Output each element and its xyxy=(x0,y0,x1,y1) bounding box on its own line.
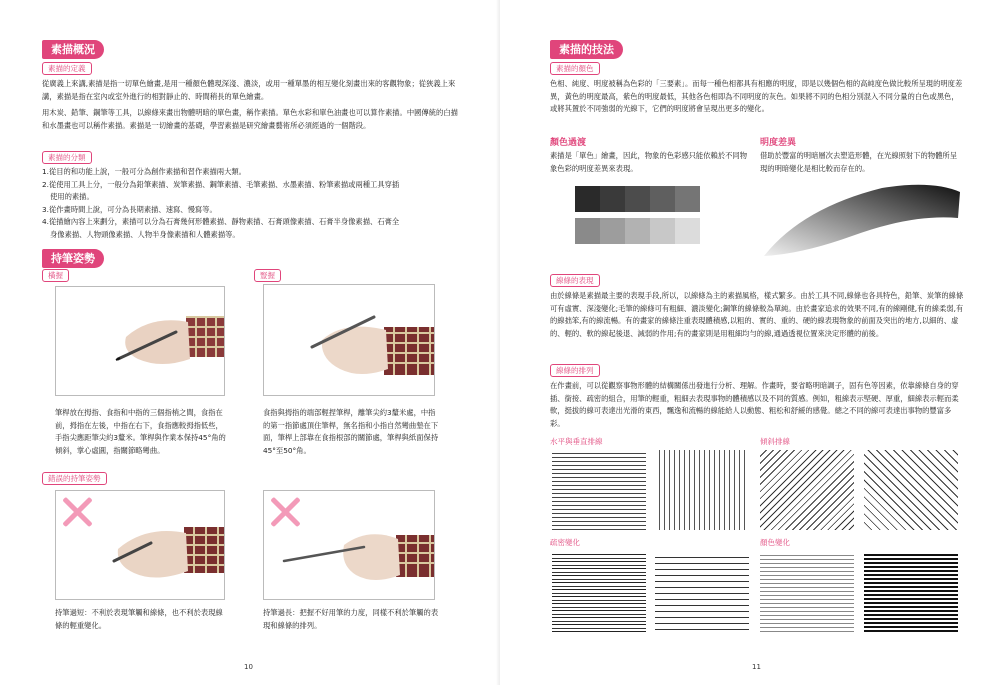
label-horizontal-grip: 橫握 xyxy=(42,269,69,282)
sample-sparse-lines xyxy=(655,552,749,632)
horizontal-grip-description: 筆桿放在拇指、食指和中指的三個指梢之間，食指在前，拇指在左後，中指在右下，食指應較拇指低些，手指尖應距筆尖約3釐米。筆桿與作業本保持45°角的傾斜，掌心虛圓，指關節略彎曲。 xyxy=(55,408,226,455)
label-classification: 素描的分類 xyxy=(42,151,92,164)
list-item: 1.從目的和功能上說，一般可分為創作素描和習作素描兩大類。 xyxy=(42,167,246,176)
color-paragraph: 色相、純度、明度被稱為色彩的「三要素」。而每一種色相都具有相應的明度，即是以幾個色相的高純度色做比較所呈現的明度差異，黃色的明度最高，紫色的明度最低，其他各色相即為不同明度的灰色。如果將不同的色相分別混入不同分量的白色或黑色，或將其置於不同強弱的光線下，它們的明度將會呈現出更多的變化。 xyxy=(550,79,963,114)
wrong-grip-short-description: 持筆過短：不利於表現筆觸和線條，也不利於表現線條的輕重變化。 xyxy=(55,608,223,630)
color-transition-text: 素描是「單色」繪畫，因此，物象的色彩感只能依賴於不同物象色彩的明度差異來表現。 xyxy=(550,151,748,173)
page-number: 11 xyxy=(752,663,761,671)
hand-holding-pencil-icon xyxy=(56,287,225,396)
vertical-grip-description: 食指與拇指的端部輕捏筆桿，離筆尖約3釐米處，中指的第一指節處頂住筆桿，無名指和小指自然彎曲墊在下面，筆桿上部靠在食指根部的關節處，筆桿與紙面保持45°至50°角。 xyxy=(263,408,439,455)
wrong-grip-long-description: 持筆過長：把握不好用筆的力度，同樣不利於筆觸的表現和線條的排列。 xyxy=(263,608,439,630)
photo-wrong-grip-long xyxy=(263,490,435,600)
label-vertical-grip: 豎握 xyxy=(254,269,281,282)
hand-holding-pencil-icon xyxy=(264,285,435,396)
tone-swatch-dark xyxy=(575,186,700,212)
photo-wrong-grip-short xyxy=(55,490,225,600)
definition-paragraph-2: 用木炭、鉛筆、鋼筆等工具，以線條來畫出物體明暗的單色畫，稱作素描。單色水彩和單色油畫也可以算作素描。中國傳統的白描和水墨畫也可以稱作素描。素描是一切繪畫的基礎，學習素描是研究繪畫藝術所必須經過的一個階段。 xyxy=(42,108,458,130)
label-diagonal-lines: 傾斜排線 xyxy=(760,437,790,446)
photo-horizontal-grip xyxy=(55,286,225,396)
section-title-overview: 素描概況 xyxy=(42,40,104,59)
photo-vertical-grip xyxy=(263,284,435,396)
left-page xyxy=(0,0,499,685)
list-item: 使用的素描。 xyxy=(50,192,94,202)
wrong-x-icon xyxy=(60,495,94,529)
label-color: 素描的顏色 xyxy=(550,62,600,75)
heading-lightness-difference: 明度差異 xyxy=(760,138,797,148)
line-expression-paragraph: 由於線條是素描最主要的表現手段,所以，以線條為主的素描風格，樣式繁多。由於工具不同,線條也各具特色，鉛筆、炭筆的線條可有虛實、深淺變化;毛筆的線條可有粗細、濃淡變化;鋼筆的線條較為單純。由於畫家追求的效果不同,有的線剛健,有的線柔弱,有的線拙笨,有的線流暢。有的畫家的線條注重表現體積感,以粗的、實的、重的、硬的線表現物象的前面及突出的地方,以細的、虛的、輕的、軟的線起後退、減弱的作用;有的畫家則是用粗細均勻的線,通過透視位置來決定形體的前後。 xyxy=(550,291,964,338)
definition-paragraph-1: 從廣義上來講,素描是指一切單色繪畫,是用一種顏色體現深淺、濃淡，或用一種單墨的相互變化刻畫出來的客觀物象；從狹義上來講，素描是指在室內或室外進行的相對靜止的、時間稍長的單色繪畫。 xyxy=(42,79,456,101)
list-item: 3.從作畫時間上說，可分為長期素描、速寫、慢寫等。 xyxy=(42,204,217,214)
sample-vertical-lines xyxy=(655,450,749,530)
label-wrong-grip: 錯誤的持筆姿勢 xyxy=(42,472,107,485)
label-color-change: 顏色變化 xyxy=(760,538,790,547)
label-definition: 素描的定義 xyxy=(42,62,92,75)
section-title-grip: 持筆姿勢 xyxy=(42,249,104,268)
label-line-arrangement: 線條的排列 xyxy=(550,364,600,377)
line-arrangement-paragraph: 在作畫前，可以從觀察事物形體的結構關係出發進行分析、理解。作畫時，要省略明暗調子，固有色等因素，依靠線條自身的穿插、銜接、疏密的組合，用筆的輕重，粗細去表現事物的體積感以及不同的質感。例如，粗線表示堅硬、厚重，細線表示輕而柔軟，挺拔的線可表達出光滑的東西，飄逸和流暢的線能給人以動態、粗松和舒緩的感覺。總之不同的線可表達出事物的豐富多彩。 xyxy=(550,381,959,428)
label-line-expression: 線條的表現 xyxy=(550,274,600,287)
heading-color-transition: 顏色過渡 xyxy=(550,138,587,148)
section-title-techniques: 素描的技法 xyxy=(550,40,623,59)
tone-swatch-light xyxy=(575,218,700,244)
label-horizontal-vertical-lines: 水平與垂直排線 xyxy=(550,437,603,446)
list-item: 2.從使用工具上分，一般分為鉛筆素描、炭筆素描、鋼筆素描、毛筆素描、水墨素描、粉筆素描或兩種工具穿插 xyxy=(42,179,400,189)
pencil-gradient-stroke xyxy=(762,178,962,260)
sample-diagonal-lines-left xyxy=(760,450,854,530)
right-page xyxy=(500,0,999,685)
page-number: 10 xyxy=(244,663,253,671)
label-density-change: 疏密變化 xyxy=(550,538,580,547)
sample-dark-lines xyxy=(864,552,958,632)
list-item: 身像素描、人物頭像素描、人物半身像素描和人體素描等。 xyxy=(50,229,240,239)
sample-horizontal-lines xyxy=(552,450,646,530)
list-item: 4.從描繪內容上來劃分，素描可以分為石膏幾何形體素描、靜物素描、石膏頭像素描、石膏半身像素描、石膏全 xyxy=(42,217,400,227)
sample-dense-lines xyxy=(552,552,646,632)
sample-diagonal-lines-right xyxy=(864,450,958,530)
lightness-difference-text: 借助於豐富的明暗層次去塑造形體，在光線照射下的物體所呈現的明暗變化是相比較而存在的。 xyxy=(760,151,958,173)
wrong-x-icon xyxy=(268,495,302,529)
classification-list xyxy=(42,166,462,242)
sample-light-lines xyxy=(760,552,854,632)
